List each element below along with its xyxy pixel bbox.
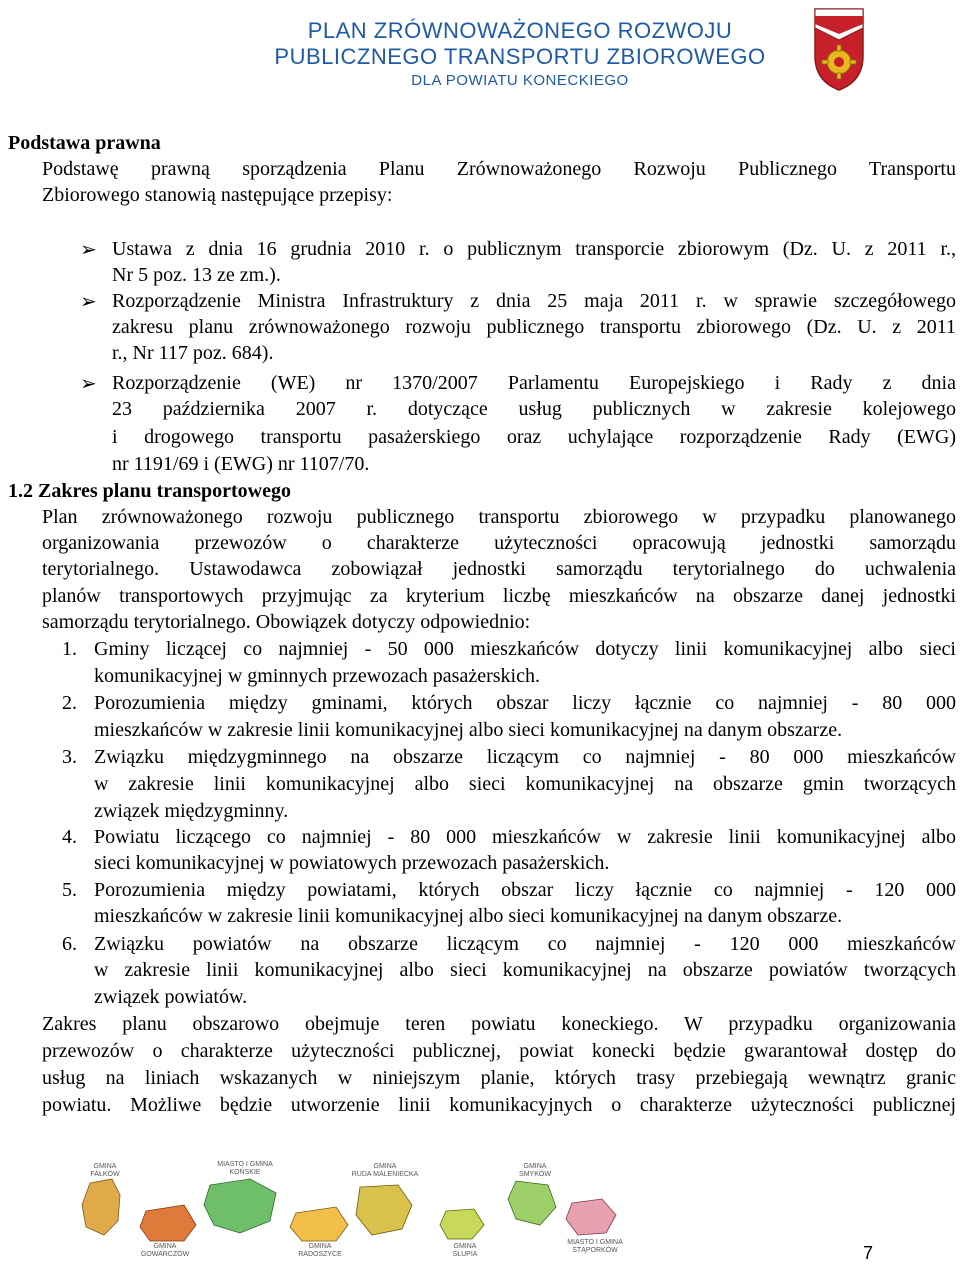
page-number: 7 [863,1243,874,1263]
closing-line: przewozów o charakterze użyteczności publicznej, powiat konecki będzie gwarantował dostęp do [42,1040,956,1062]
item-number: 1. [62,638,77,660]
paragraph-line: samorządu terytorialnego. Obowiązek dotyczy odpowiednio: [42,611,531,633]
closing-line: powiatu. Możliwe będzie utworzenie linii komunikacyjnych o charakterze użyteczności publicznej [42,1094,956,1116]
item-line: Powiatu liczącego co najmniej - 80 000 mieszkańców w zakresie linii komunikacyjnej albo [94,826,956,848]
item-line: mieszkańców w zakresie linii komunikacyjnej albo sieci komunikacyjnej na danym obszarze. [94,905,843,927]
item-number: 3. [62,746,77,768]
gmina-radoszyce-shape [290,1207,348,1241]
gmina-falkow-shape [82,1179,120,1235]
paragraph-line: planów transportowych przyjmując za kryterium liczbę mieszkańców na obszarze danej jednostki [42,585,956,607]
heading-zakres-planu: 1.2 Zakres planu transportowego [8,480,291,502]
bullet-arrow-icon: ➢ [80,371,97,395]
paragraph-line: terytorialnego. Ustawodawca zobowiązał jednostki samorządu terytorialnego do uchwalenia [42,558,956,580]
paragraph-line: Plan zrównoważonego rozwoju publicznego transportu zbiorowego w przypadku planowanego [42,506,956,528]
gmina-staporkow-shape [566,1199,616,1235]
item-number: 2. [62,692,77,714]
plan-banner [70,8,890,92]
banner-line-1: PLAN ZRÓWNOWAŻONEGO ROZWOJU [307,18,733,43]
gmina-gowarczow-shape [140,1205,196,1241]
item-number: 6. [62,933,77,955]
item-line: Związku międzygminnego na obszarze liczącym co najmniej - 80 000 mieszkańców [94,746,956,768]
closing-line: Zakres planu obszarowo obejmuje teren powiatu koneckiego. W przypadku organizowania [42,1013,956,1035]
bullet-line: Rozporządzenie Ministra Infrastruktury z dnia 25 maja 2011 r. w sprawie szczegółowego [112,290,956,312]
item-line: Porozumienia między gminami, których obszar liczy łącznie co najmniej - 80 000 [94,692,956,714]
bullet-line: Rozporządzenie (WE) nr 1370/2007 Parlamentu Europejskiego i Rady z dnia [112,372,956,394]
item-line: w zakresie linii komunikacyjnej albo sieci komunikacyjnej na obszarze powiatów tworzących [94,959,956,981]
bullet-line: nr 1191/69 i (EWG) nr 1107/70. [112,453,370,475]
banner-line-2: PUBLICZNEGO TRANSPORTU ZBIOROWEGO [274,44,766,69]
bullet-line: Nr 5 poz. 13 ze zm.). [112,264,281,286]
paragraph-line: organizowania przewozów o charakterze użyteczności opracowują jednostki samorządu [42,532,956,554]
gmina-label: GMINA GOWARCZÓW [140,1243,190,1258]
bullet-line: i drogowego transportu pasażerskiego oraz uchylające rozporządzenie Rady (EWG) [112,426,956,448]
item-line: mieszkańców w zakresie linii komunikacyjnej albo sieci komunikacyjnej na danym obszarze. [94,719,843,741]
item-line: związek powiatów. [94,986,248,1008]
gmina-label: GMINA RADOSZYCE [298,1243,342,1258]
closing-line: usług na liniach wskazanych w niniejszym planie, których trasy przebiegają wewnątrz granic [42,1067,956,1089]
item-line: Gminy liczącej co najmniej - 50 000 mieszkańców dotyczy linii komunikacyjnej albo sieci [94,638,956,660]
item-line: w zakresie linii komunikacyjnej albo sieci komunikacyjnej na obszarze gmin tworzących [94,773,956,795]
bullet-line: Ustawa z dnia 16 grudnia 2010 r. o publicznym transporcie zbiorowym (Dz. U. z 2011 r., [112,238,956,260]
bullet-line: zakresu planu zrównoważonego rozwoju publicznego transportu zbiorowego (Dz. U. z 2011 [112,316,956,338]
gmina-slupia-shape [440,1209,484,1239]
intro-line: Podstawę prawną sporządzenia Planu Zrównoważonego Rozwoju Publicznego Transportu [42,158,956,180]
bullet-arrow-icon: ➢ [80,237,97,261]
item-line: Porozumienia między powiatami, których obszar liczy łącznie co najmniej - 120 000 [94,879,956,901]
item-line: sieci komunikacyjnej w powiatowych przewozach pasażerskich. [94,852,610,874]
banner-line-3: DLA POWIATU KONECKIEGO [411,72,629,89]
county-coat-of-arms-icon [812,6,866,92]
item-number: 4. [62,826,77,848]
item-number: 5. [62,879,77,901]
gmina-shapes [0,1155,960,1265]
item-line: związek międzygminny. [94,800,289,822]
gmina-ruda-shape [356,1185,412,1235]
gmina-label: MIASTO I GMINA KOŃSKIE [217,1161,273,1176]
gmina-label: GMINA RUDA MALENIECKA [351,1163,419,1178]
item-line: Związku powiatów na obszarze liczącym co najmniej - 120 000 mieszkańców [94,933,956,955]
gmina-smykow-shape [508,1181,556,1225]
heading-podstawa-prawna: Podstawa prawna [8,132,161,154]
bullet-line: r., Nr 117 poz. 684). [112,342,274,364]
page-header [0,0,960,98]
gmina-label: GMINA SŁUPIA [452,1243,478,1258]
intro-line: Zbiorowego stanowią następujące przepisy: [42,184,393,206]
gmina-label: GMINA FAŁKÓW [90,1163,120,1178]
item-line: komunikacyjnej w gminnych przewozach pasażerskich. [94,665,540,687]
bullet-arrow-icon: ➢ [80,289,97,313]
gmina-konskie-shape [204,1179,276,1233]
gmina-label: MIASTO I GMINA STĄPORKÓW [567,1239,623,1254]
gmina-label: GMINA SMYKÓW [519,1163,551,1178]
footer-gmina-maps [0,1155,960,1265]
bullet-line: 23 października 2007 r. dotyczące usług publicznych w zakresie kolejowego [112,398,956,420]
